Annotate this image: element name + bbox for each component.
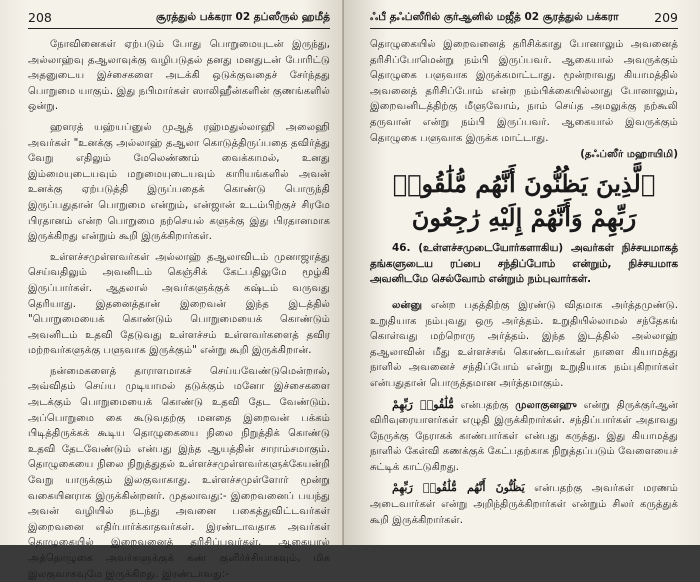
lanna-text: என்ற பதத்திற்கு இரண்டு விதமாக அர்த்தமுண்டு. உறுதியாக நம்புவது ஒரு அர்த்தம். உறுதியில்லாமல் சந்தேகங் கொள்வது மற்றொரு அர்த்தம். இந்த இடத்தில் அல்லாஹ் தஆலாவின் மீது உள்ளச்சங் கொண்டவர்கள் நாளை கியாமத்து நாளில் அவனைச் சந்திப்போம் என்று உறுதியாக நம்புகிறார்கள் என்பதுதான் பொருத்தமான அர்த்தமாகும். (370, 299, 678, 389)
arabic-verse: ٱلَّذِينَ يَظُنُّونَ أَنَّهُم مُّلَٰقُوا۟ رَبِّهِمْ وَأَنَّهُمْ إِلَيْهِ رَٰجِعُونَ (392, 169, 656, 233)
mulaqu-text-a: என்பதற்கு (453, 399, 516, 411)
left-paragraph-4: நன்மைகளைத் தாராளமாகச் செய்யவேண்டுமென்றால், அவ்விதம் செய்ய முடியாமல் தடுக்கும் மனோ இச்சைகளை அடக்கும் பொறுமையைக் கொண்டு உதவி தேட வேண்டும். அப்பொறுமை கை கூடுவதற்கு மனதை இறைவன் பக்கம் பிடித்திருக்கக் கூடிய தொழுகையை நிலை நிறுத்திக் கொண்டு உதவி தேடவேண்டும் என்பது இந்த ஆயத்தின் சாராம்சமாகும். தொழுகையை நிலை நிறுத்துதல் உள்ளச்சமுள்ளவர்களுக்கேயன்றி வேறு யாருக்கும் இலகுவாகாது. உள்ளச்சமுள்ளோர் மூன்று வகையினராக இருக்கின்றனர். முதலாவது:- இறைவனைப் பயந்து அவன் வழியில் நடந்து அவனை பகைத்துவிட்டவர்கள் இறைவனை எதிர்பார்க்காதவர்கள். இரண்டாவதாக அவர்கள் தொழுகையில் இறைவனைத் தரிசிப்பவர்கள். ஆகையால் அத்தொழுகை அவர்களுக்குக் கண் குளிர்ச்சியாகவும், மிக இலகுவாகவுமே இருக்கிறது. இரண்டாவது:- (28, 365, 330, 580)
arabic-mulaqu: مُّلَٰقُوا۟ رَبِّهِمْ (392, 397, 454, 411)
left-page (0, 0, 344, 580)
verse-translation: 46. (உள்ளச்சமுடையோர்களாகிய) அவர்கள் நிச்சயமாகத் தங்களுடைய ரப்பை சந்திப்போம் என்றும், நிச்சயமாக அவனிடமே செல்வோம் என்றும் நம்புவார்கள். (370, 242, 678, 286)
left-page-number: 208 (28, 9, 52, 25)
right-page (344, 0, 700, 545)
last-text: என்பதற்கு அவர்கள் மரணம் அடைவார்கள் என்று அறிந்திருக்கிறார்கள் என்றும் சிலர் கருத்துக் கூறி இருக்கிறார்கள். (370, 483, 678, 526)
left-paragraph-1: நோவினைகள் ஏற்படும் போது பொறுமையுடன் இருந்து, அல்லாஹ்வு தஆலாவுக்கு வழிபடுதல் தனது மனதுடன் போரிட்டு அதனுடைய இச்சைகளை அடக்கி ஒடுக்குவதைச் சேர்ந்தது பொறுமை யாகும். இது நபிமார்கள் ஸாலிஹீன்களின் குணங்களில் ஒன்று. (28, 39, 330, 113)
lanna-word: லன்னு (392, 299, 423, 311)
arabic-verse-short: يَظُنُّونَ أَنَّهُم مُّلَٰقُوا۟ رَبِّهِمْ (392, 481, 525, 495)
right-page-header (370, 6, 678, 29)
right-paragraph-lanna (370, 298, 678, 392)
left-page-title: சூரத்துல் பக்கரா 02 தப்ஸீருல் ஹமீத் (155, 10, 330, 23)
source-note: (தஃப்ஸீர் மஹாயிமி) (580, 149, 678, 161)
right-paragraph-mulaqu (370, 397, 678, 476)
right-paragraph-1: தொழுகையில் இறைவனைத் தரிசிக்காது போனாலும் அவனைத் தரிசிப்போமென்று நம்பி இருப்பவர். ஆகையால் அவருக்கும் தொழுகை பளுவாக இருக்கமாட்டாது. மூன்றாவது கியாமத்தில் அவனைத் தரிசிப்போம் என்ற நம்பிக்கையில்லாது போனாலும், இறைவனிடத்திற்கு மீளுவோம், நாம் செய்த அமலுக்கு நற்கூலி தருவான் என்று நம்பி இருப்பவர். ஆகையால் இவருக்கும் தொழுகை பளுவாக இருக்க மாட்டாது. (370, 39, 678, 144)
left-paragraph-2: ஹளரத் யஹ்யப்னுல் முஆத் ரஹ்மதுல்லாஹி அலைஹி அவர்கள் "உனக்கு அல்லாஹ் தஆலா கொடுத்திருப்பதை தவிர்த்து வேறு எதிலும் மேலெண்ணம் வைக்காமல், உனது இம்மையுடையவும் மறுமையுடையவும் காரியங்களில் அவன் உனக்கு ஏற்படுத்தி இருப்பதைக் கொண்டு பொருந்தி இருப்பதுதான் பொறுமை என்றும், என்ஜான் உடம்பிற்குச் சிரமே பிரதானம் என்ற பொறுமை நற்செயல் களுக்கு இது பிரதானமாக இருக்கிறது என்றும் கூறி இருக்கிறார்கள். (28, 121, 330, 243)
right-paragraph-last (370, 480, 678, 528)
mulaqu-bold: முலாகுனஹு (515, 399, 577, 411)
mulaqu-text-b: என்று திருக்குர்ஆன் விரிவுரையாளர்கள் எழுதி இருக்கிறார்கள். சந்திப்பார்கள் அதாவது நேருக்கு நேராகக் காண்பார்கள் என்பது கருத்து. இது கியாமத்து நாளில் கேள்வி கணக்குக் கேட்பதற்காக நிறுத்தப்படும் வேளையைச் சுட்டிக் காட்டுகிறது. (370, 399, 678, 473)
left-paragraph-3: உள்ளச்சமுள்ளவர்கள் அல்லாஹ் தஆலாவிடம் முனாஜாத்து செய்வதிலும் அவனிடம் கெஞ்சிக் கேட்பதிலுமே மூழ்கி இருப்பார்கள். ஆதலால் அவர்களுக்குக் கஷ்டம் வருவது தெரியாது. இதனைத்தான் இறைவன் இந்த இடத்தில் "பொறுமையைக் கொண்டும் பொறுமையைக் கொண்டும் அவனிடம் உதவி தேடுவது உள்ளச்சம் உள்ளவர்களைத் தவிர மற்றவர்களுக்கு பளுவாக இருக்கும்" என்று கூறி இருக்கிறான். (28, 251, 330, 357)
left-page-header (28, 6, 330, 29)
right-page-title: ஃபீ தஃப்ஸீரில் குர்ஆனில் மஜீத் 02 சூரத்துல் பக்கரா (370, 10, 619, 23)
right-page-number: 209 (654, 9, 678, 25)
